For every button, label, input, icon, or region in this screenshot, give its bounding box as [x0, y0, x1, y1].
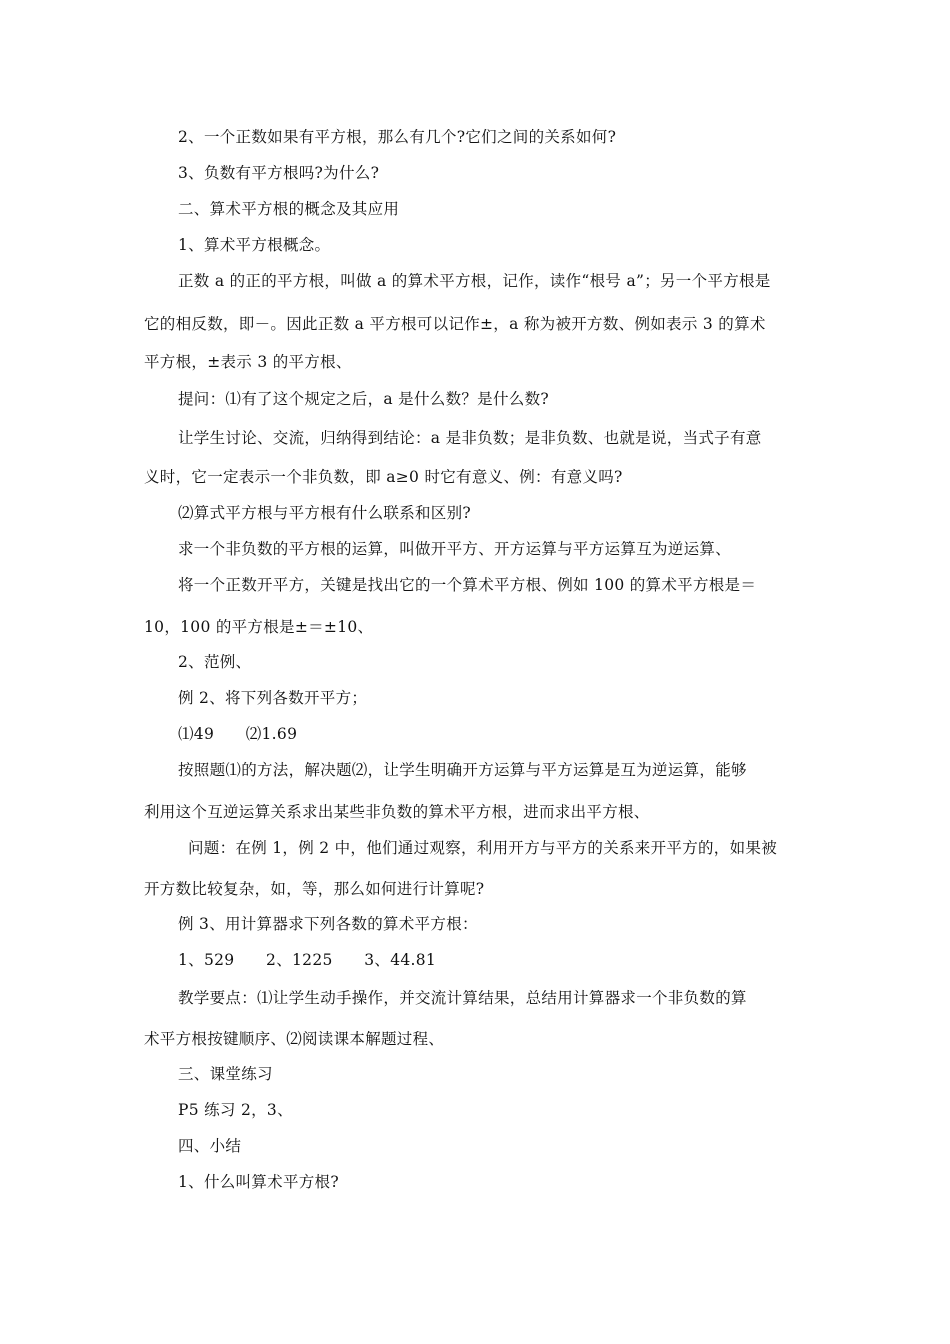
text-line-22: 例 3、用计算器求下列各数的算术平方根： [178, 915, 478, 933]
text-line-23: 1、529 2、1225 3、44.81 [178, 951, 437, 969]
text-line-16: 例 2、将下列各数开平方； [178, 689, 368, 707]
text-line-25: 术平方根按键顺序、⑵阅读课本解题过程、 [144, 1030, 445, 1048]
text-line-13: 将一个正数开平方，关键是找出它的一个算术平方根、例如 100 的算术平方根是＝ [178, 576, 757, 594]
text-line-19: 利用这个互逆运算关系求出某些非负数的算术平方根，进而求出平方根、 [144, 803, 650, 821]
text-line-20: 问题：在例 1，例 2 中，他们通过观察，利用开方与平方的关系来开平方的，如果被 [188, 839, 778, 857]
text-line-24: 教学要点：⑴让学生动手操作，并交流计算结果，总结用计算器求一个非负数的算 [178, 989, 747, 1007]
subsection-heading-2: 2、范例、 [178, 653, 252, 671]
section-heading-4: 四、小结 [178, 1137, 242, 1155]
text-line-14: 10，100 的平方根是±＝±10、 [144, 618, 374, 636]
text-line-27: P5 练习 2，3、 [178, 1101, 293, 1119]
subsection-heading-1: 1、算术平方根概念。 [178, 236, 331, 254]
text-line-1: 2、一个正数如果有平方根，那么有几个?它们之间的关系如何? [178, 128, 617, 146]
text-line-2: 3、负数有平方根吗?为什么? [178, 164, 380, 182]
text-line-10: 义时，它一定表示一个非负数，即 a≥0 时它有意义、例：有意义吗? [144, 468, 623, 486]
text-line-7: 平方根，±表示 3 的平方根、 [144, 353, 352, 371]
text-line-18: 按照题⑴的方法，解决题⑵，让学生明确开方运算与平方运算是互为逆运算，能够 [178, 761, 747, 779]
text-line-17: ⑴49 ⑵1.69 [178, 725, 298, 743]
text-line-9: 让学生讨论、交流，归纳得到结论：a 是非负数；是非负数、也就是说，当式子有意 [178, 429, 762, 447]
text-line-29: 1、什么叫算术平方根? [178, 1173, 339, 1191]
text-line-5: 正数 a 的正的平方根，叫做 a 的算术平方根，记作，读作“根号 a”；另一个平方根是 [178, 272, 771, 290]
text-line-11: ⑵算式平方根与平方根有什么联系和区别? [178, 504, 472, 522]
text-line-21: 开方数比较复杂，如，等，那么如何进行计算呢? [144, 880, 485, 898]
section-heading-2: 二、算术平方根的概念及其应用 [178, 200, 400, 218]
text-line-12: 求一个非负数的平方根的运算，叫做开平方、开方运算与平方运算互为逆运算、 [178, 540, 732, 558]
section-heading-3: 三、课堂练习 [178, 1065, 273, 1083]
text-line-6: 它的相反数，即－。因此正数 a 平方根可以记作±，a 称为被开方数、例如表示 3 的算术 [144, 315, 766, 333]
text-line-8: 提问：⑴有了这个规定之后，a 是什么数？是什么数? [178, 390, 549, 408]
